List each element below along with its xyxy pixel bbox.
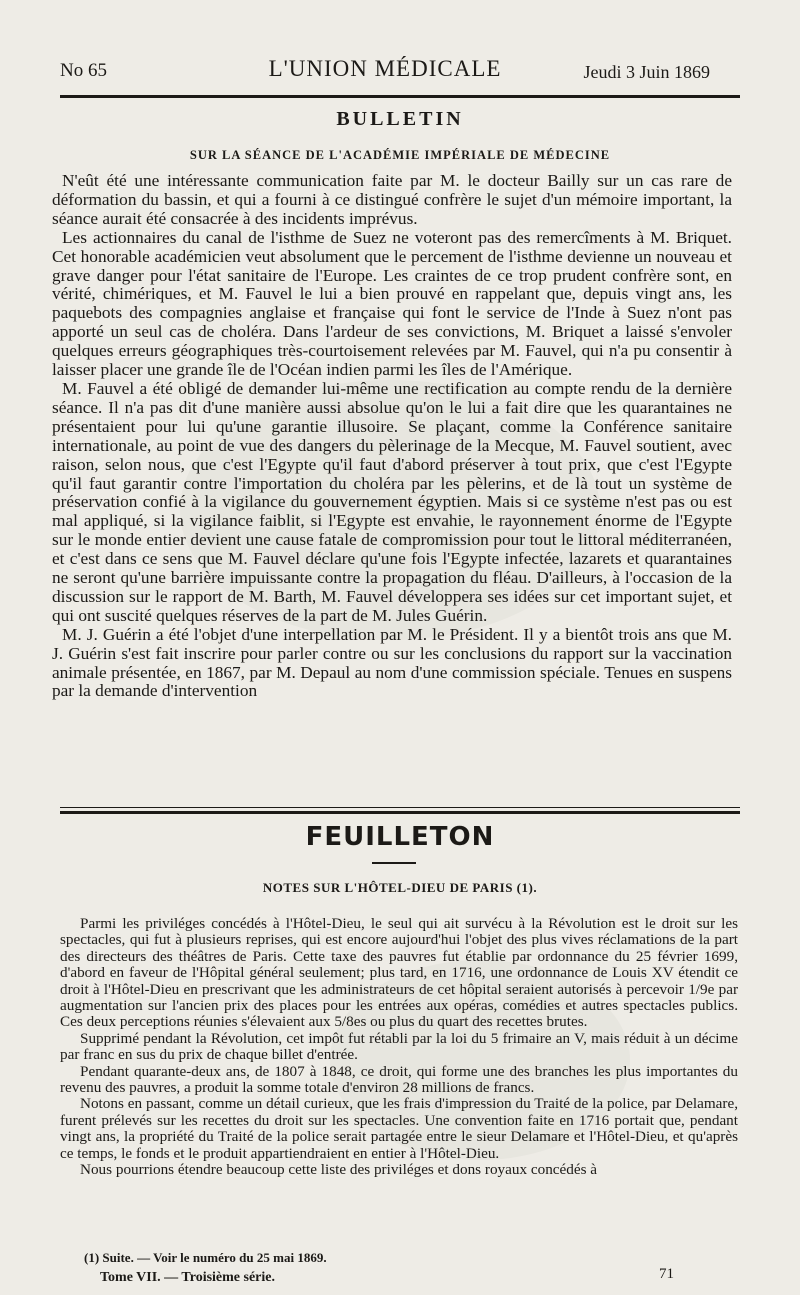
footnote: (1) Suite. — Voir le numéro du 25 mai 1869.	[84, 1250, 327, 1265]
page-header	[60, 56, 710, 88]
header-rule	[60, 95, 740, 98]
tome-line: Tome VII. — Troisième série.	[100, 1270, 275, 1285]
notes-title: NOTES SUR L'HÔTEL-DIEU DE PARIS (1).	[262, 880, 538, 895]
issue-date: Jeudi 3 Juin 1869	[583, 62, 710, 82]
bulletin-title: BULLETIN	[336, 108, 464, 130]
section-rule	[60, 811, 740, 814]
title-underline	[372, 862, 416, 864]
feuilleton-title: FEUILLETON	[305, 822, 495, 852]
bulletin-paragraph: N'eût été une intéressante communication faite par M. le docteur Bailly sur un cas rare de déformation du bassin, et qui a fourni à ce distingué confrère le sujet d'un mémoire important, la séance aurait été consacrée à des incidents imprévus.	[52, 171, 732, 228]
feuilleton-paragraph: Supprimé pendant la Révolution, cet impôt fut rétabli par la loi du 5 frimaire an V, mais réduit à un décime par franc en sus du prix de chaque billet d'entrée.	[60, 1029, 738, 1064]
bulletin-body	[52, 172, 732, 701]
feuilleton-paragraph: Nous pourrions étendre beaucoup cette liste des priviléges et dons royaux concédés à	[80, 1161, 598, 1179]
feuilleton-paragraph: Parmi les priviléges concédés à l'Hôtel-Dieu, le seul qui ait survécu à la Révolution est le droit sur les spectacles, qui fut à plusieurs reprises, qui est encore aujourd'hui l'objet des plus vives réclamations de la part des directeurs des théâtres de Paris. Cette taxe des pauvres fut établie par ordonnance du 25 février 1699, d'abord en faveur de l'Hôpital général seulement; plus tard, en 1716, une ordonnance de Louis XV étendit ce droit à l'Hôtel-Dieu en prescrivant que les administrateurs de cet hôpital seraient autorisés à percevoir 1/9e par augmentation sur l'ancien prix des places pour les entrées aux opéras, comédies et autres spectacles publics. Ces deux perceptions réunies s'élevaient aux 5/8es ou plus du quart des recettes brutes.	[60, 915, 738, 1031]
issue-number: No 65	[60, 60, 107, 81]
section-rule	[60, 807, 740, 808]
page-number: 71	[659, 1266, 674, 1282]
bulletin-subtitle: SUR LA SÉANCE DE L'ACADÉMIE IMPÉRIALE DE MÉDECINE	[189, 148, 611, 162]
bulletin-paragraph: M. J. Guérin a été l'objet d'une interpellation par M. le Président. Il y a bientôt trois ans que M. J. Guérin s'est fait inscrire pour parler contre ou sur les conclusions du rapport sur la vaccination animale présentée, en 1867, par M. Depaul au nom d'une commission spéciale. Tenues en suspens par la demande d'intervention	[52, 624, 732, 701]
feuilleton-paragraph: Notons en passant, comme un détail curieux, que les frais d'impression du Traité de la police, par Delamare, furent prélevés sur les recettes du droit sur les spectacles. Une convention faite en 1716 portait que, pendant vingt ans, la propriété du Traité de la police serait partagée entre le sieur Delamare et l'Hôtel-Dieu, et qu'après ce temps, le fonds et le produit appartiendraient en entier à l'Hôtel-Dieu.	[60, 1095, 738, 1162]
journal-title: L'UNION MÉDICALE	[268, 56, 502, 81]
bulletin-paragraph: M. Fauvel a été obligé de demander lui-même une rectification au compte rendu de la dernière séance. Il n'a pas dit d'une manière aussi absolue qu'on le lui a fait dire que les quarantaines ne présentaient pour lui qu'une garantie illusoire. Se plaçant, comme la Conférence sanitaire internationale, au point de vue des dangers du pèlerinage de la Mecque, M. Fauvel soutient, avec raison, selon nous, que c'est l'Egypte qu'il faut d'abord préserver à tout prix, que c'est l'Egypte qu'il faut garantir contre l'importation du choléra par les pèlerins, et de là tout un système de préservation confié à la vigilance du gouvernement égyptien. Mais si ce système n'est pas ou est mal appliqué, si la vigilance faiblit, si l'Egypte est envahie, le rayonnement énorme de l'Egypte sur le monde entier devient une cause fatale de compromission pour tout le littoral méditerranéen, et c'est dans ce sens que M. Fauvel déclare qu'une fois l'Egypte infectée, lazarets et quarantaines ne seront qu'une barrière impuissante contre la propagation du fléau. D'ailleurs, à l'occasion de la discussion sur le rapport de M. Barth, M. Fauvel développera ses idées sur cet important sujet, et qui ont suscité quelques réserves de la part de M. Jules Guérin.	[52, 378, 732, 625]
feuilleton-paragraph: Pendant quarante-deux ans, de 1807 à 1848, ce droit, qui forme une des branches les plus importantes du revenu des pauvres, a produit la somme totale d'environ 28 millions de francs.	[60, 1062, 738, 1097]
bulletin-paragraph: Les actionnaires du canal de l'isthme de Suez ne voteront pas des remercîments à M. Briquet. Cet honorable académicien veut absolument que le percement de l'isthme devienne un nouveau et grave danger pour l'état sanitaire de l'Europe. Les craintes de ce trop prudent confrère sont, en vérité, chimériques, et M. Fauvel le lui a bien prouvé en rappelant que, depuis vingt ans, les paquebots des compagnies anglaise et française qui font le service de l'Inde à Suez n'ont pas apporté un seul cas de choléra. Dans l'ardeur de ses convictions, M. Briquet a laissé s'envoler quelques erreurs géographiques très-courtoisement relevées par M. Fauvel, qui n'a pu consentir à laisser placer une grande île de l'Océan indien parmi les îles de l'Amérique.	[52, 227, 732, 380]
feuilleton-body	[60, 916, 738, 1179]
